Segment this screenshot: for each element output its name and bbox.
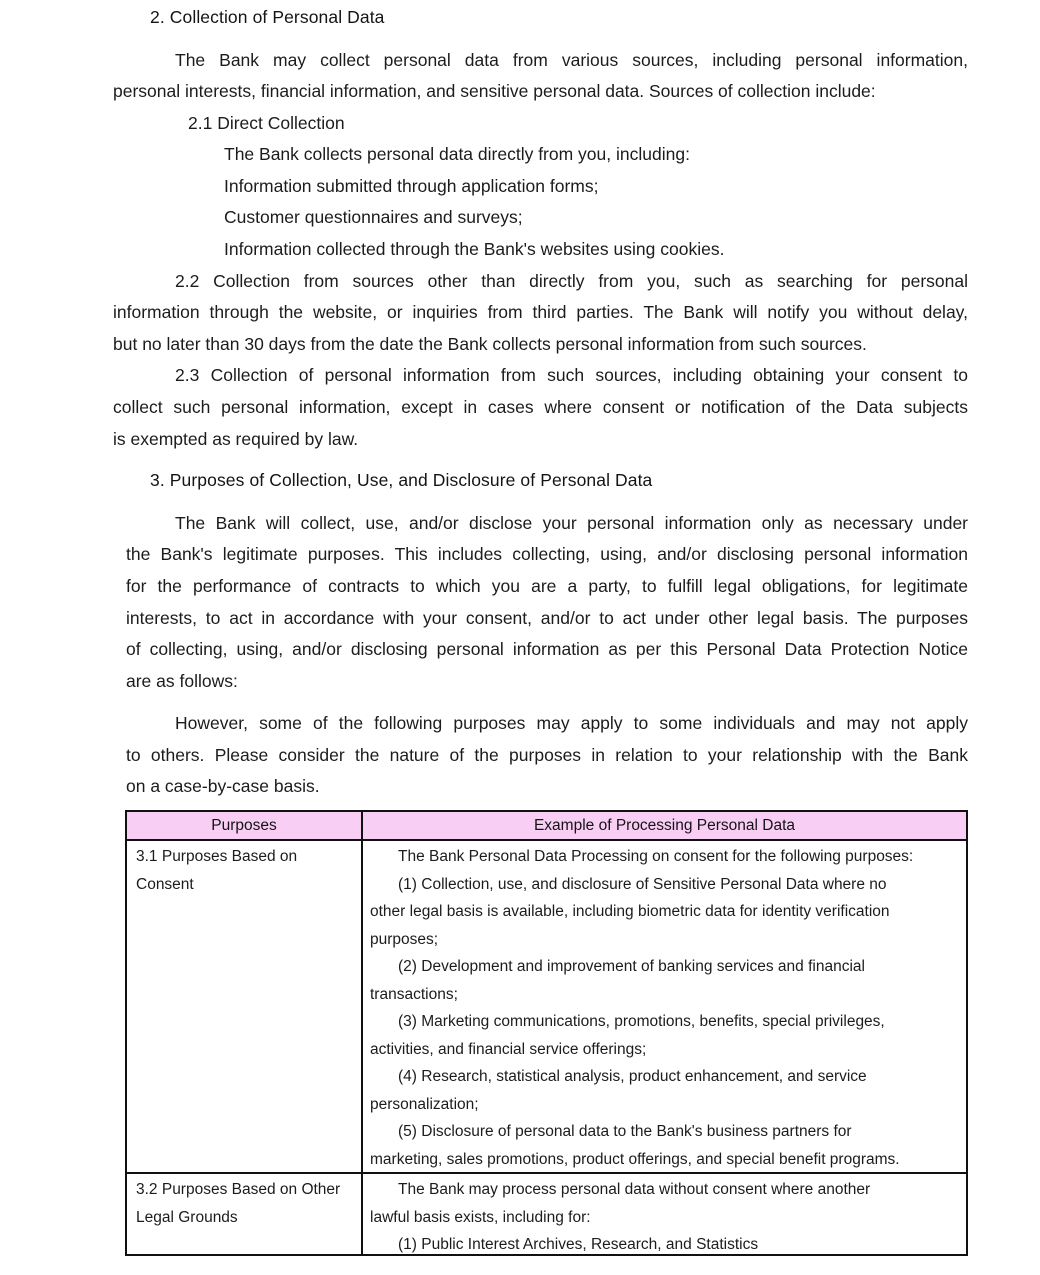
table-header-purposes: Purposes [211,817,277,834]
section-3-p1-line-1: The Bank will collect, use, and/or disclose your personal information only as necessary under [175,513,968,533]
table-row-1-example-line: The Bank Personal Data Processing on consent for the following purposes: [398,848,914,865]
table-row-1-purpose [136,843,297,898]
table-row-2-purpose-line-2: Legal Grounds [136,1208,238,1226]
section-3-p2-line-2: to others. Please consider the nature of the purposes in relation to your relationship with the Bank [126,745,968,765]
subsection-2-1-title: 2.1 Direct Collection [188,113,345,133]
table-row-1-example-line: activities, and financial service offerings; [370,1040,647,1058]
section-2-intro-line-1: The Bank may collect personal data from various sources, including personal information, [175,50,968,70]
table-row-2-examples [370,1176,870,1259]
table-row-2-purpose-line-1: 3.2 Purposes Based on Other [136,1181,341,1198]
subsection-2-2-line-3: but no later than 30 days from the date the Bank collects personal information from such sources. [113,334,867,354]
section-3-heading: 3. Purposes of Collection, Use, and Disclosure of Personal Data [150,470,653,490]
subsection-2-1-line-2: Information submitted through application forms; [224,176,599,196]
subsection-2-1-line-1: The Bank collects personal data directly from you, including: [224,144,690,164]
section-3-p1-line-4: interests, to act in accordance with your consent, and/or to act under other legal basis. The purposes [126,608,968,628]
subsection-2-1-line-4: Information collected through the Bank's websites using cookies. [224,239,725,259]
table-row-2-example-line: The Bank may process personal data without consent where another [398,1181,871,1198]
table-row-1-example-line: (1) Collection, use, and disclosure of Sensitive Personal Data where no [398,875,887,893]
table-column-divider [361,812,363,1254]
subsection-2-1-line-3: Customer questionnaires and surveys; [224,207,523,227]
section-3-p1-line-5: of collecting, using, and/or disclosing personal information as per this Personal Data Protection Notice [126,639,968,659]
section-3-p2-line-1: However, some of the following purposes may apply to some individuals and may not apply [175,713,968,733]
section-3-p2-line-3: on a case-by-case basis. [126,776,320,796]
table-row-1-example-line: other legal basis is available, including biometric data for identity verification [370,903,890,920]
table-row-1-example-line: (2) Development and improvement of banking services and financial [398,958,865,975]
table-row-2-purpose [136,1176,340,1231]
section-2-intro-line-2: personal interests, financial information, and sensitive personal data. Sources of collection include: [113,81,876,101]
subsection-2-3-line-1: 2.3 Collection of personal information from such sources, including obtaining your consent to [175,365,968,385]
table-row-1-examples [370,843,913,1173]
subsection-2-3-line-3: is exempted as required by law. [113,429,359,449]
table-row-1-example-line: transactions; [370,985,458,1003]
table-row-1-purpose-line-1: 3.1 Purposes Based on [136,848,298,865]
subsection-2-2-line-2: information through the website, or inquiries from third parties. The Bank will notify you without delay, [113,302,968,322]
table-row-1-example-line: personalization; [370,1095,479,1113]
table-header-examples: Example of Processing Personal Data [533,817,796,834]
table-row-1-example-line: (3) Marketing communications, promotions, benefits, special privileges, [398,1013,885,1030]
table-row-1-example-line: (5) Disclosure of personal data to the Bank's business partners for [398,1123,852,1140]
table-row-2-example-line: (1) Public Interest Archives, Research, and Statistics [398,1236,759,1253]
table-row-1-example-line: purposes; [370,930,439,948]
table-row-2-example-line: lawful basis exists, including for: [370,1208,591,1226]
purposes-table [125,810,968,1256]
table-row-1-purpose-line-2: Consent [136,875,194,893]
section-2-heading: 2. Collection of Personal Data [150,7,385,27]
section-3-p1-line-6: are as follows: [126,671,238,691]
table-row-1-example-line: (4) Research, statistical analysis, product enhancement, and service [398,1068,867,1085]
table-header-row [127,812,966,841]
table-row-1-example-line: marketing, sales promotions, product offerings, and special benefit programs. [370,1150,900,1168]
section-3-p1-line-2: the Bank's legitimate purposes. This includes collecting, using, and/or disclosing personal information [126,544,968,564]
subsection-2-2-line-1: 2.2 Collection from sources other than directly from you, such as searching for personal [175,271,968,291]
section-3-p1-line-3: for the performance of contracts to which you are a party, to fulfill legal obligations, for legitimate [126,576,968,596]
subsection-2-3-line-2: collect such personal information, except in cases where consent or notification of the Data subjects [113,397,968,417]
